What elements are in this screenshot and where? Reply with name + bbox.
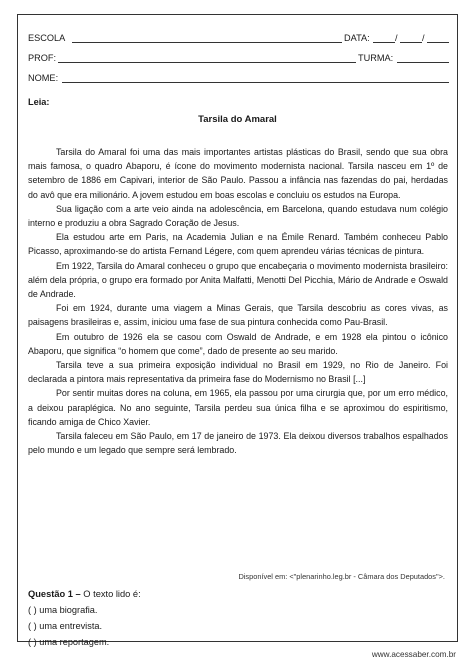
paragraph: Ela estudou arte em Paris, na Academia Julian e na Émile Renard. Também conheceu Pablo Picasso, aproximando-se do artista Fernand Légere, com quem aprendeu várias técnicas de pintura. [28, 232, 448, 257]
question-text: O texto lido é: [80, 589, 141, 599]
paragraph: Sua ligação com a arte veio ainda na adolescência, em Barcelona, quando estudava num colégio interno e produziu a obra Sagrado Coração de Jesus. [28, 203, 448, 229]
footer-url[interactable]: www.acessaber.com.br [371, 650, 456, 659]
answer-option-reportagem[interactable]: ( ) uma reportagem. [28, 637, 110, 647]
prof-field[interactable] [58, 62, 356, 63]
text-title: Tarsila do Amaral [198, 114, 277, 125]
paragraph: Por sentir muitas dores na coluna, em 1965, ela passou por uma cirurgia que, por um erro médico, a deixou paraplégica. No ano seguinte, Tarsila perdeu sua única filha e se aproximou do espiritismo, ficando amiga de Chico Xavier. [28, 388, 448, 427]
question-1 [28, 589, 141, 599]
header-row-escola [28, 31, 447, 45]
date-year-field[interactable] [427, 42, 449, 43]
escola-field[interactable] [72, 42, 342, 43]
turma-field[interactable] [397, 62, 449, 63]
source-citation: Disponível em: <"plenarinho.leg.br - Câmara dos Deputados">. [238, 572, 445, 581]
paragraph: Tarsila do Amaral foi uma das mais importantes artistas plásticas do Brasil, sendo que sua obra mais famosa, o quadro Abaporu, é ícone do movimento modernista nacional. Tarsila nasceu em 1º de setembro de 1886 em Capivari, interior de São Paulo. Passou a infância nas fazendas do pai, herdadas do avô que era milionário. A jovem estudou em boas escolas e concluiu os estudos na Europa. [28, 147, 448, 200]
nome-label: NOME: [28, 73, 59, 83]
answer-option-biografia[interactable]: ( ) uma biografia. [28, 605, 98, 615]
header-row-prof [28, 51, 447, 65]
read-instruction: Leia: [28, 97, 50, 107]
date-separator: / [422, 33, 425, 43]
paragraph: Em outubro de 1926 ela se casou com Oswald de Andrade, e em 1928 ela pintou o icônico Abaporu, que significa “o homem que come”, dado de presente ao seu marido. [28, 331, 448, 356]
prof-label: PROF: [28, 53, 57, 63]
escola-label: ESCOLA [28, 33, 66, 43]
date-separator: / [395, 33, 398, 43]
answer-option-entrevista[interactable]: ( ) uma entrevista. [28, 621, 103, 631]
question-number: Questão 1 – [28, 589, 81, 599]
paragraph: Foi em 1924, durante uma viagem a Minas Gerais, que Tarsila descobriu as cores vivas, as paisagens brasileiras e, assim, iniciou uma fase de sua pintura conhecida como Pau-Brasil. [28, 303, 448, 328]
header-row-nome [28, 71, 447, 85]
nome-field[interactable] [62, 82, 449, 83]
date-day-field[interactable] [373, 42, 395, 43]
text-body [28, 145, 448, 457]
worksheet-frame [17, 14, 458, 647]
paragraph: Tarsila teve a sua primeira exposição individual no Brasil em 1929, no Rio de Janeiro. Foi declarada a pintora mais representativa da primeira fase do Modernismo no Brasil [...] [28, 360, 448, 385]
paragraph: Tarsila faleceu em São Paulo, em 17 de janeiro de 1973. Ela deixou diversos trabalhos espalhados pelo mundo e um legado que sempre será lembrado. [28, 431, 448, 456]
turma-label: TURMA: [358, 53, 394, 63]
data-label: DATA: [344, 33, 370, 43]
paragraph: Em 1922, Tarsila do Amaral conheceu o grupo que encabeçaria o movimento modernista brasileiro: além dela própria, o grupo era formado por Anita Malfatti, Menotti Del Picchia, Mário de Andrade e Oswald de Andrade. [28, 260, 448, 300]
date-month-field[interactable] [400, 42, 422, 43]
